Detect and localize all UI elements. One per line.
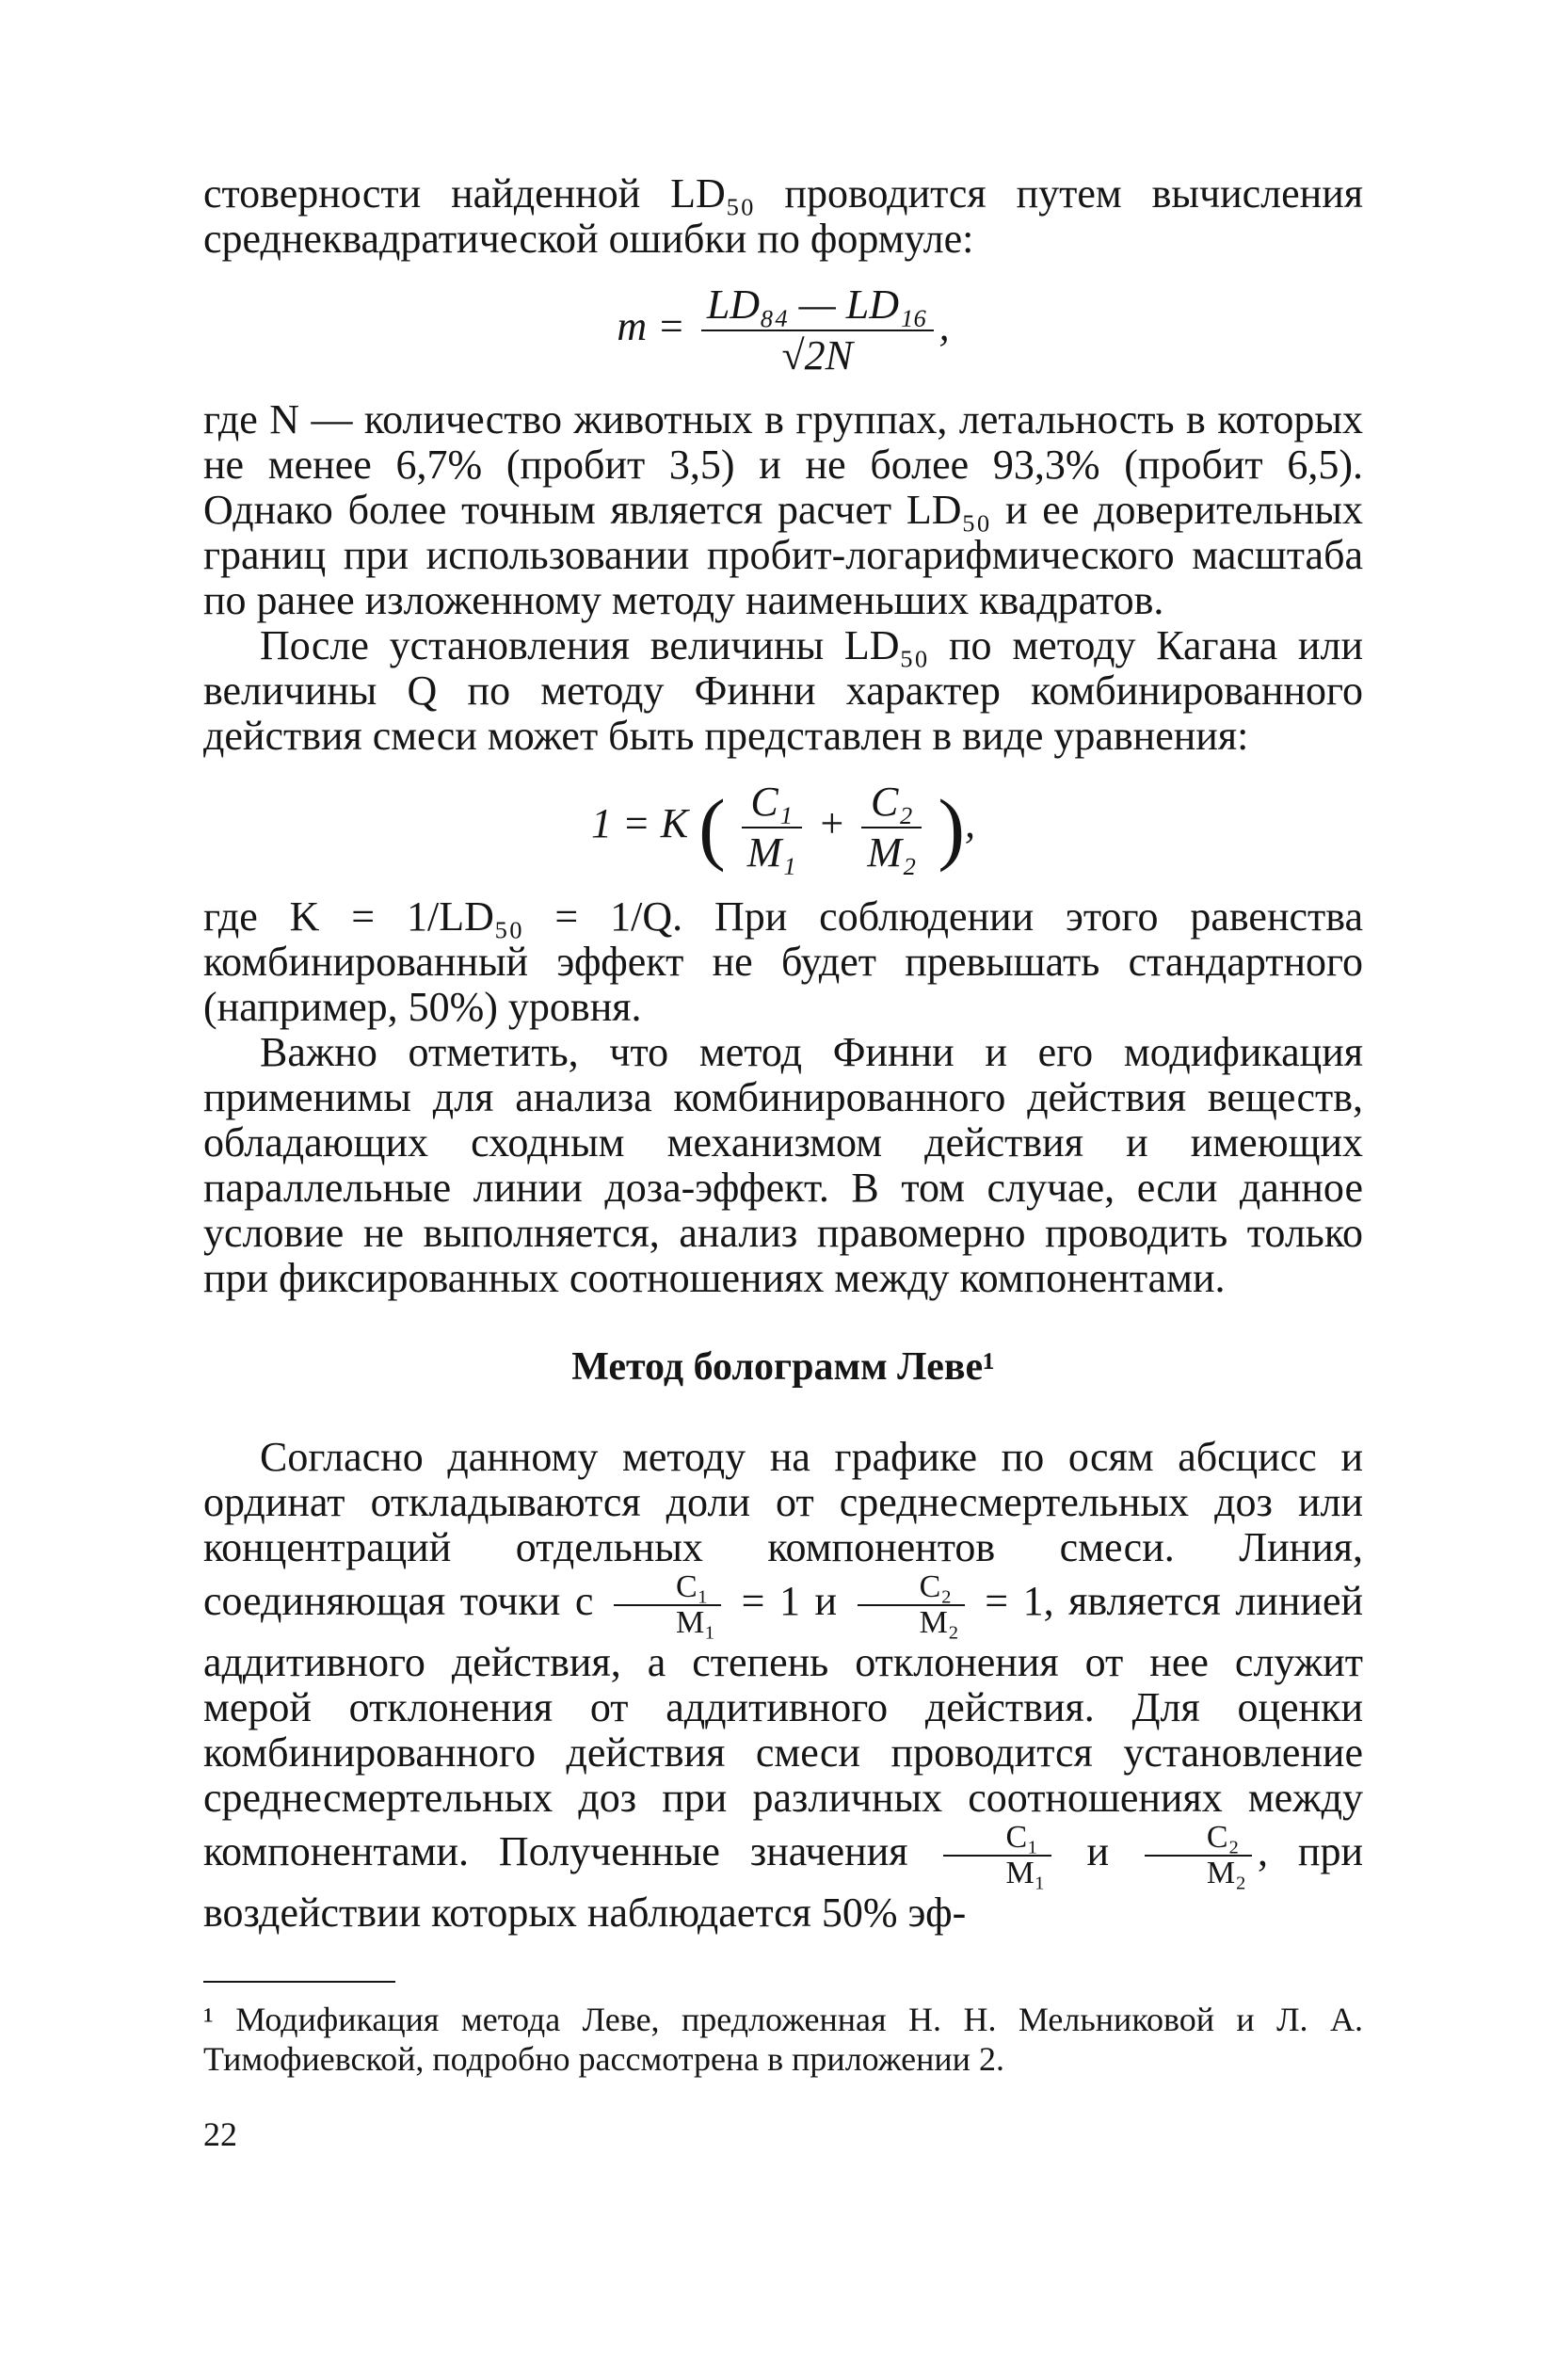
page-number: 22	[203, 2115, 237, 2153]
footnote: ¹ Модификация метода Леве, предложенная Н. Н. Мельниковой и Л. А. Тимофиевской, подробно рассмотрена в приложении 2.	[203, 2001, 1363, 2078]
formula-fraction	[701, 281, 934, 380]
formula2-fraction-2	[861, 778, 922, 877]
formula-combined-action	[203, 778, 1363, 877]
paragraph-3: После установления величины LD₅₀ по методу Кагана или величины Q по методу Финни характер комбинированного действия смеси может быть представлен в виде уравнения:	[203, 622, 1363, 759]
formula2-lhs: 1 = K	[591, 800, 689, 847]
inline-fraction-c1-m1-b	[943, 1821, 1051, 1890]
text-run: = 1, является линией аддитивного действия, а степень отклонения от нее служит мерой отклонения от аддитивного действия. Для оценки комбинированного действия смеси проводится установление среднесмертельных доз при различных соотношениях между компонентами. Полученные значения	[203, 1578, 1364, 1875]
formula-standard-error	[203, 281, 1363, 380]
paragraph-4: где K = 1/LD₅₀ = 1/Q. При соблюдении этого равенства комбинированный эффект не будет превышать стандартного (например, 50%) уровня.	[203, 893, 1363, 1030]
section-heading: Метод болограмм Леве¹	[571, 1345, 995, 1389]
right-paren: )	[938, 782, 965, 873]
paragraph-6	[203, 1435, 1363, 1936]
text-run: = 1 и	[741, 1578, 838, 1625]
formula2-fraction-1	[742, 778, 802, 877]
fraction-denominator: M₁	[746, 829, 796, 876]
fraction-numerator: C₁	[614, 1570, 721, 1606]
formula-numerator: LD₈₄ — LD₁₆	[701, 281, 934, 331]
paragraph-5: Важно отметить, что метод Финни и его модификация применимы для анализа комбинированного действия веществ, обладающих сходным механизмом действия и имеющих параллельные линии доза-эффект. В том случае, если данное условие не выполняется, анализ правомерно проводить только при фиксированных соотношениях между компонентами.	[203, 1029, 1363, 1301]
fraction-denominator: M₁	[1005, 1856, 1046, 1890]
fraction-numerator: C₂	[858, 1570, 965, 1606]
footnote-divider	[203, 1981, 395, 1983]
left-paren: (	[698, 782, 726, 873]
text-run: Согласно данному методу на графике по осям абсцисс и ординат откладываются доли от среднесмертельных доз или концентраций отдельных компонентов смеси. Линия, соединяющая точки с	[203, 1434, 1363, 1625]
formula-denominator: √2N	[781, 332, 853, 378]
fraction-numerator: C₁	[742, 778, 802, 828]
paragraph-1: стоверности найденной LD₅₀ проводится путем вычисления среднеквадратической ошибки по формуле:	[203, 170, 1363, 262]
fraction-denominator: M₁	[675, 1605, 716, 1640]
inline-fraction-c2-m2-b	[1145, 1821, 1252, 1890]
page-body	[203, 171, 1363, 2154]
fraction-denominator: M₂	[867, 829, 917, 876]
fraction-denominator: M₂	[1206, 1856, 1247, 1890]
fraction-denominator: M₂	[919, 1605, 959, 1640]
formula-tail: ,	[938, 303, 950, 350]
fraction-numerator: C₂	[1145, 1821, 1252, 1857]
formula2-tail: ,	[964, 800, 975, 847]
text-run: и	[1086, 1828, 1109, 1875]
paragraph-2: где N — количество животных в группах, летальность в которых не менее 6,7% (пробит 3,5) и не более 93,3% (пробит 6,5). Однако более точным является расчет LD₅₀ и ее доверительных границ при использовании пробит-логарифмического масштаба по ранее изложенному методу наименьших квадратов.	[203, 396, 1363, 623]
inline-fraction-c2-m2	[858, 1570, 965, 1640]
formula-lhs: m =	[617, 303, 685, 350]
inline-fraction-c1-m1	[614, 1570, 721, 1640]
fraction-numerator: C₂	[861, 778, 922, 828]
text-run: , при воздействии которых наблюдается 50% эф-	[203, 1828, 1364, 1936]
fraction-numerator: C₁	[943, 1821, 1051, 1857]
formula2-plus: +	[817, 800, 846, 847]
